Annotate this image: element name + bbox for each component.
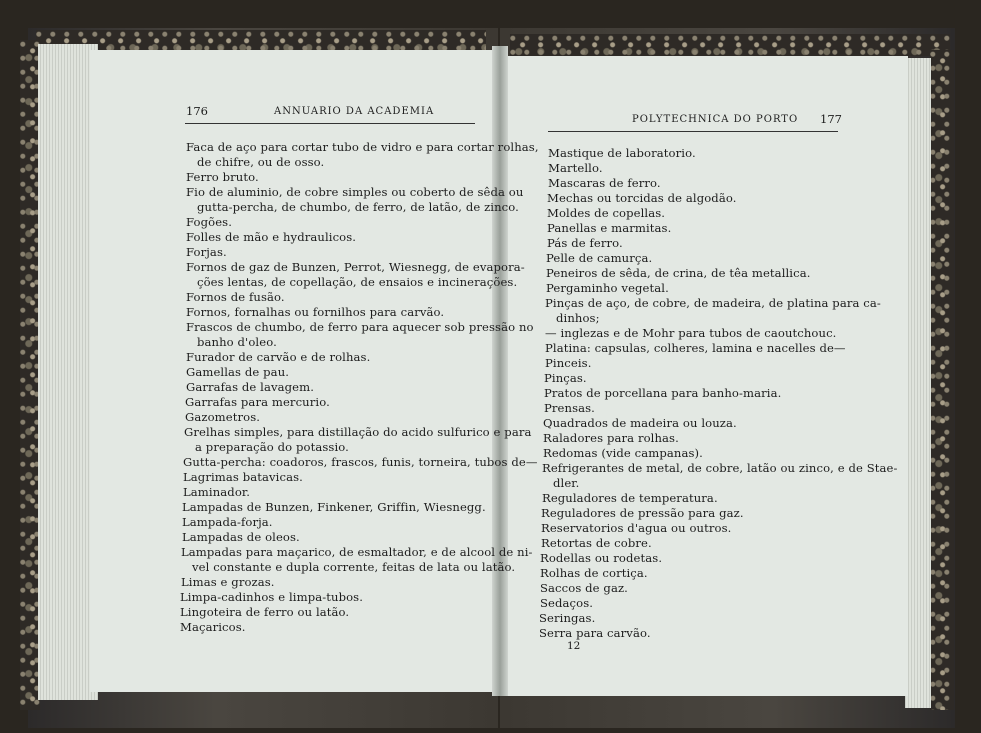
left-running-header: ANNUARIO DA ACADEMIA <box>274 106 435 117</box>
text-line: Folles de mão e hydraulicos. <box>186 230 357 244</box>
text-line: Serra para carvão. <box>539 626 651 640</box>
text-line: Pinças. <box>544 371 587 385</box>
text-line: Fio de aluminio, de cobre simples ou coberto de sêda ou <box>186 185 524 199</box>
text-line: Laminador. <box>183 485 251 499</box>
text-line: Fornos de fusão. <box>186 290 285 304</box>
text-line: Pelle de camurça. <box>546 251 653 265</box>
right-page-number: 177 <box>820 112 842 126</box>
text-line: Garrafas para mercurio. <box>185 395 330 409</box>
text-line: Mechas ou torcidas de algodão. <box>547 191 737 205</box>
text-line: Rodellas ou rodetas. <box>540 551 663 565</box>
text-line: Panellas e marmitas. <box>547 221 672 235</box>
marbled-edge-top-left <box>36 30 486 52</box>
text-line: Lagrimas batavicas. <box>183 470 303 484</box>
text-line: Refrigerantes de metal, de cobre, latão ou zinco, e de Stae- <box>542 461 898 475</box>
text-line: Reservatorios d'agua ou outros. <box>541 521 732 535</box>
text-line: Ferro bruto. <box>186 170 259 184</box>
text-line: — inglezas e de Mohr para tubos de caoutchouc. <box>545 326 837 340</box>
text-line: Pratos de porcellana para banho-maria. <box>544 386 782 400</box>
text-line: Maçaricos. <box>180 620 246 634</box>
text-line: Fogões. <box>186 215 232 229</box>
text-line: Seringas. <box>539 611 596 625</box>
text-line: Lingoteira de ferro ou latão. <box>180 605 350 619</box>
text-line: Prensas. <box>544 401 595 415</box>
text-line: dinhos; <box>556 311 600 325</box>
text-line: Lampada-forja. <box>182 515 273 529</box>
signature-mark: 12 <box>567 640 581 652</box>
text-line: Lampadas para maçarico, de esmaltador, e de alcool de ni- <box>181 545 533 559</box>
text-line: Moldes de copellas. <box>547 206 666 220</box>
marbled-edge-left <box>20 40 40 710</box>
text-line: Mascaras de ferro. <box>548 176 661 190</box>
text-line: ções lentas, de copellação, de ensaios e incinerações. <box>197 275 518 289</box>
left-page-number: 176 <box>186 104 208 118</box>
text-line: Lampadas de oleos. <box>182 530 300 544</box>
marbled-edge-right <box>930 50 954 710</box>
text-line: Pás de ferro. <box>547 236 623 250</box>
text-line: Martello. <box>548 161 603 175</box>
text-line: Forjas. <box>186 245 227 259</box>
text-line: Reguladores de temperatura. <box>542 491 718 505</box>
text-line: Peneiros de sêda, de crina, de têa metallica. <box>546 266 811 280</box>
text-line: Mastique de laboratorio. <box>548 146 696 160</box>
text-line: Garrafas de lavagem. <box>186 380 315 394</box>
text-line: Pinceis. <box>545 356 592 370</box>
text-line: Platina: capsulas, colheres, lamina e nacelles de— <box>545 341 846 355</box>
text-line: Limas e grozas. <box>181 575 275 589</box>
text-line: Pergaminho vegetal. <box>546 281 669 295</box>
text-line: Rolhas de cortiça. <box>540 566 648 580</box>
page-edges-left <box>38 44 98 700</box>
text-line: Sedaços. <box>540 596 594 610</box>
text-line: Frascos de chumbo, de ferro para aquecer sob pressão no <box>186 320 534 334</box>
right-header-rule <box>548 131 838 132</box>
text-line: Fornos, fornalhas ou fornilhos para carvão. <box>186 305 445 319</box>
marbled-edge-top-right <box>510 34 950 56</box>
text-line: Grelhas simples, para distillação do acido sulfurico e para <box>184 425 532 439</box>
text-line: Retortas de cobre. <box>541 536 652 550</box>
text-line: Fornos de gaz de Bunzen, Perrot, Wiesnegg, de evapora- <box>186 260 525 274</box>
text-line: de chifre, ou de osso. <box>197 155 325 169</box>
text-line: gutta-percha, de chumbo, de ferro, de latão, de zinco. <box>197 200 519 214</box>
text-line: Faca de aço para cortar tubo de vidro e para cortar rolhas, <box>186 140 539 154</box>
text-line: dler. <box>553 476 580 490</box>
text-line: Lampadas de Bunzen, Finkener, Griffin, Wiesnegg. <box>182 500 486 514</box>
text-line: Pinças de aço, de cobre, de madeira, de platina para ca- <box>545 296 881 310</box>
text-line: Gamellas de pau. <box>186 365 290 379</box>
left-header-rule <box>185 123 475 124</box>
text-line: vel constante e dupla corrente, feitas de lata ou latão. <box>192 560 516 574</box>
text-line: Furador de carvão e de rolhas. <box>186 350 371 364</box>
text-line: Limpa-cadinhos e limpa-tubos. <box>180 590 364 604</box>
text-line: Gazometros. <box>185 410 261 424</box>
text-line: banho d'oleo. <box>197 335 277 349</box>
text-line: Raladores para rolhas. <box>543 431 679 445</box>
text-line: Quadrados de madeira ou louza. <box>543 416 737 430</box>
text-line: Redomas (vide campanas). <box>543 446 703 460</box>
page-edges-right <box>905 58 931 708</box>
right-running-header: POLYTECHNICA DO PORTO <box>632 114 799 125</box>
text-line: Reguladores de pressão para gaz. <box>541 506 744 520</box>
text-line: Saccos de gaz. <box>540 581 628 595</box>
text-line: a preparação do potassio. <box>195 440 349 454</box>
text-line: Gutta-percha: coadoros, frascos, funis, torneira, tubos de— <box>183 455 538 469</box>
